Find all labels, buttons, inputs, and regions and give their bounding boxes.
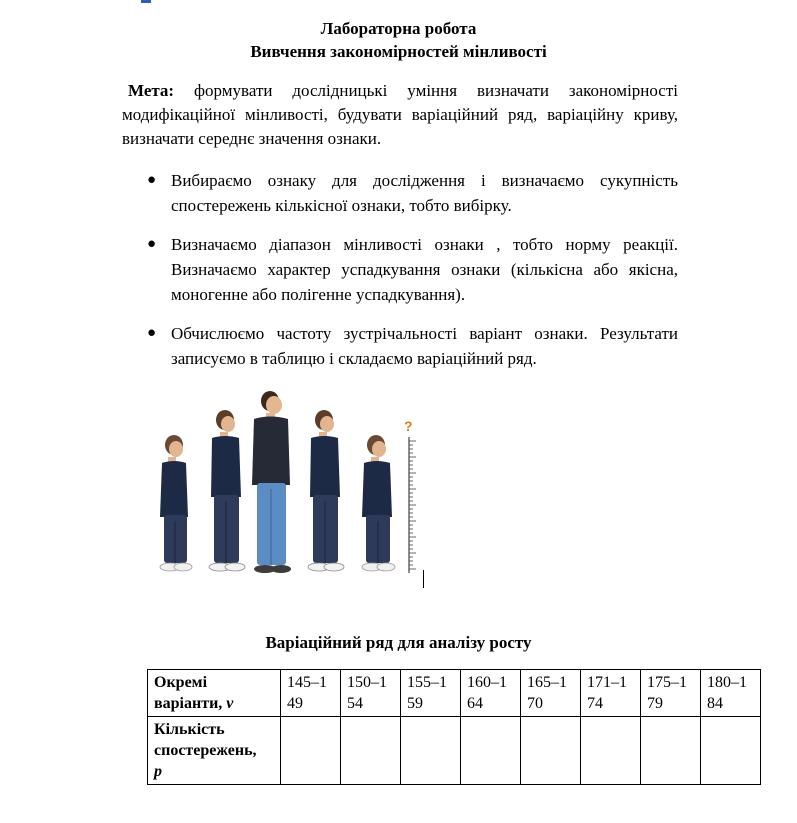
bullet-icon: ●	[147, 325, 157, 341]
bullet-icon: ●	[147, 172, 157, 188]
count-cell[interactable]	[701, 717, 761, 785]
count-cell[interactable]	[641, 717, 701, 785]
count-cell[interactable]	[521, 717, 581, 785]
height-comparison-illustration	[150, 385, 435, 590]
range-cell: 171–1 74	[581, 670, 641, 717]
person-3-figure	[252, 391, 291, 573]
step-text: Визначаємо діапазон мінливості ознаки , тобто норму реакції. Визначаємо характер успадкування ознаки (кількісна або якісна, моногенне або полігенне успадкування).	[171, 235, 678, 304]
document-title: Лабораторна робота	[320, 19, 477, 38]
text-cursor	[423, 570, 424, 588]
person-2-figure	[209, 410, 245, 571]
person-5-figure	[362, 435, 395, 571]
table-caption: Варіаційний ряд для аналізу росту	[265, 633, 532, 652]
page-edge-marker	[141, 0, 151, 3]
count-cell[interactable]	[341, 717, 401, 785]
range-cell: 165–1 70	[521, 670, 581, 717]
steps-list	[146, 168, 678, 371]
bullet-icon: ●	[147, 236, 157, 252]
goal-paragraph	[122, 79, 678, 151]
range-cell: 175–1 79	[641, 670, 701, 717]
document-subtitle: Вивчення закономірностей мінливості	[250, 42, 547, 61]
count-cell[interactable]	[401, 717, 461, 785]
table-row	[148, 670, 761, 717]
question-mark-icon: ?	[404, 418, 413, 434]
goal-label: Мета:	[128, 81, 175, 100]
count-cell[interactable]	[281, 717, 341, 785]
step-text: Обчислюємо частоту зустрічальності варіант ознаки. Результати записуємо в таблицю і складаємо варіаційний ряд.	[171, 324, 678, 368]
list-item	[146, 168, 678, 218]
row-header-counts: Кількість спостережень, p	[148, 717, 281, 785]
range-cell: 145–1 49	[281, 670, 341, 717]
list-item	[146, 232, 678, 307]
range-cell: 155–1 59	[401, 670, 461, 717]
person-4-figure	[308, 410, 344, 571]
range-cell: 160–1 64	[461, 670, 521, 717]
step-text: Вибираємо ознаку для дослідження і визначаємо сукупність спостережень кількісної ознаки, тобто вибірку.	[171, 171, 678, 215]
range-cell: 150–1 54	[341, 670, 401, 717]
count-cell[interactable]	[461, 717, 521, 785]
row-header-variants: Окремі варіанти, v	[148, 670, 281, 717]
table-row	[148, 717, 761, 785]
list-item	[146, 321, 678, 371]
range-cell: 180–1 84	[701, 670, 761, 717]
variation-series-table	[147, 669, 761, 785]
goal-text: формувати дослідницькі уміння визначати закономірності модифікаційної мінливості, будувати варіаційний ряд, варіаційну криву, визначати середнє значення ознаки.	[122, 81, 679, 148]
count-cell[interactable]	[581, 717, 641, 785]
person-1-figure	[160, 435, 192, 571]
measuring-scale	[404, 418, 416, 573]
